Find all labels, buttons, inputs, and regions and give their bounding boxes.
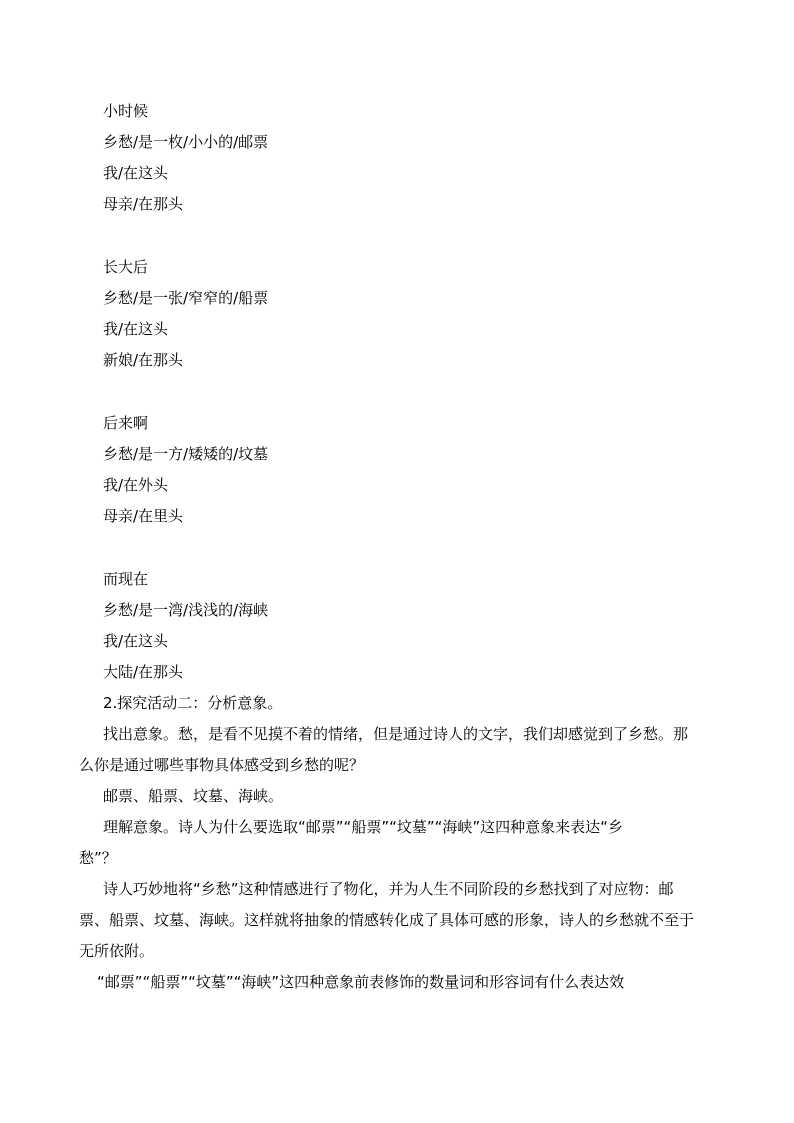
poem-line: 小时候 <box>103 102 149 120</box>
paragraph-line: “邮票”“船票”“坟墓”“海峡”这四种意象前表修饰的数量词和形容词有什么表达效 <box>97 973 625 991</box>
poem-line: 乡愁/是一张/窄窄的/船票 <box>103 289 269 307</box>
poem-line: 乡愁/是一枚/小小的/邮票 <box>103 133 269 151</box>
poem-line: 后来啊 <box>103 414 149 432</box>
paragraph-line: 么你是通过哪些事物具体感受到乡愁的呢？ <box>79 756 365 774</box>
poem-line: 新娘/在那头 <box>103 351 184 369</box>
paragraph-answer <box>79 786 719 817</box>
paragraph-line: 票、船票、坟墓、海峡。这样就将抽象的情感转化成了具体可感的形象，诗人的乡愁就不至于 <box>79 911 695 929</box>
paragraph-line: 无所依附。 <box>79 942 155 960</box>
paragraph-find-imagery <box>79 724 719 786</box>
poem-line: 我/在这头 <box>103 164 169 182</box>
section-heading: 2.探究活动二：分析意象。 <box>103 694 283 712</box>
poem-line: 我/在外头 <box>103 476 169 494</box>
paragraph-line: 愁”？ <box>79 849 117 867</box>
paragraph-line: 邮票、船票、坟墓、海峡。 <box>103 787 284 805</box>
poem-line: 乡愁/是一湾/浅浅的/海峡 <box>103 601 269 619</box>
paragraph-modifiers <box>79 972 719 1003</box>
poem-line: 乡愁/是一方/矮矮的/坟墓 <box>103 445 269 463</box>
paragraph-line: 诗人巧妙地将“乡愁”这种情感进行了物化，并为人生不同阶段的乡愁找到了对应物：邮 <box>103 880 674 898</box>
paragraph-line: 理解意象。诗人为什么要选取“邮票”“船票”“坟墓”“海峡”这四种意象来表达“乡 <box>103 818 623 836</box>
poem-line: 我/在这头 <box>103 320 169 338</box>
poem-line: 大陆/在那头 <box>103 663 184 681</box>
paragraph-line: 找出意象。愁，是看不见摸不着的情绪，但是通过诗人的文字，我们却感觉到了乡愁。那 <box>103 725 689 743</box>
poem-line: 母亲/在那头 <box>103 195 184 213</box>
paragraph-explanation <box>79 879 719 972</box>
poem-line: 而现在 <box>103 570 149 588</box>
poem-line: 我/在这头 <box>103 632 169 650</box>
paragraph-understand-imagery <box>79 817 719 879</box>
poem-line: 长大后 <box>103 258 149 276</box>
poem-line: 母亲/在里头 <box>103 507 184 525</box>
